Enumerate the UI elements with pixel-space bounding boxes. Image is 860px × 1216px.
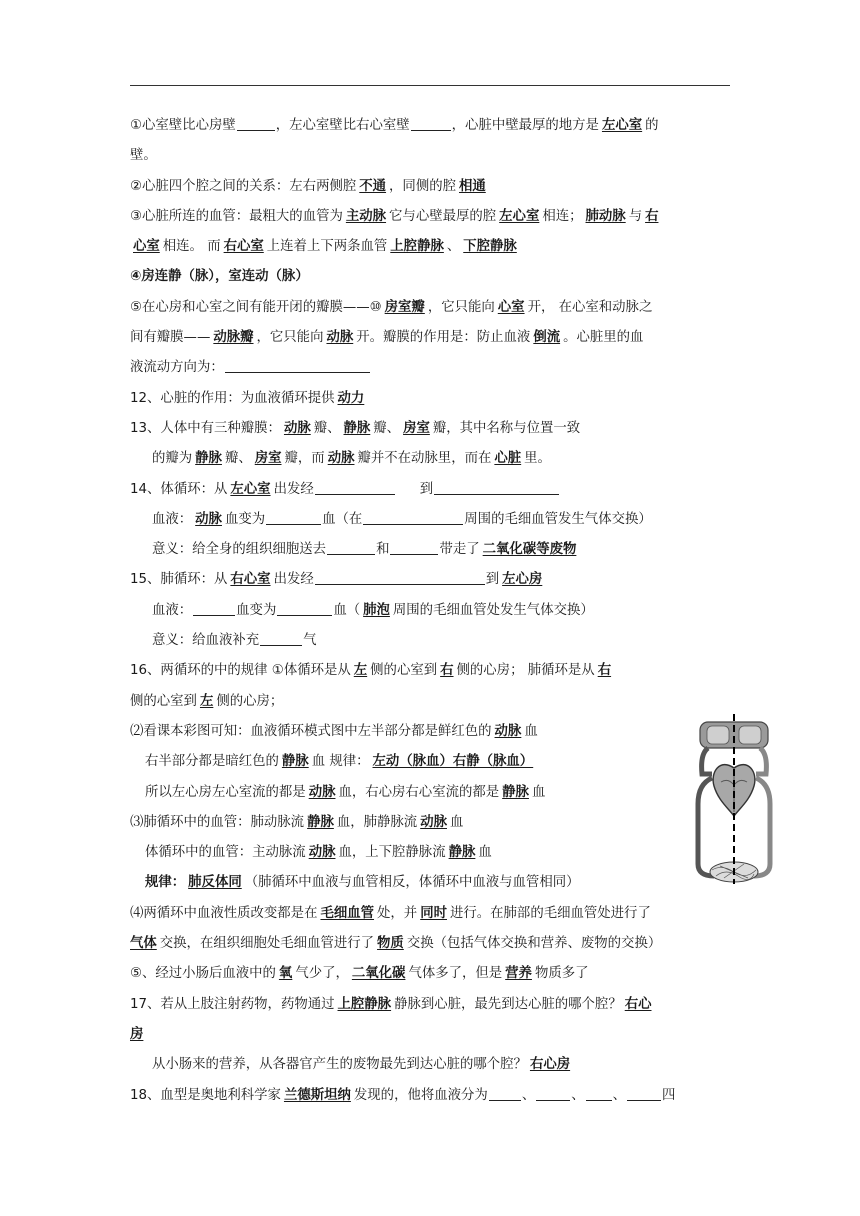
text-line: 14、体循环：从 左心室 出发经 到 (130, 475, 730, 505)
answer: 右 (597, 663, 612, 679)
answer: 倒流 (533, 330, 561, 346)
answer: 肺泡 (363, 602, 390, 618)
text-line: ④房连静（脉），室连动（脉） (130, 269, 309, 285)
text-line: ②心脏四个腔之间的关系：左右两侧腔 不通 ，同侧的腔 相通 (130, 172, 730, 202)
worksheet-body (130, 111, 730, 1111)
answer: 心室 (497, 299, 525, 315)
text-line: 体循环中的血管：主动脉流 动脉 血，上下腔静脉流 静脉 血 (145, 845, 492, 861)
answer: 静脉 (448, 845, 476, 861)
answer: 动脉 (308, 845, 336, 861)
text-line: ⑤在心房和心室之间有能开闭的瓣膜——⑩ 房室瓣 ，它只能向 心室 开， 在心室和动脉之 (130, 299, 653, 315)
answer: 营养 (505, 966, 532, 982)
answer: 心室 (133, 239, 160, 255)
text-line: 间有瓣膜—— 动脉瓣 ，它只能向 动脉 开。瓣膜的作用是：防止血液 倒流 。心脏里的血 (130, 330, 644, 346)
text-line: 右半部分都是暗红色的 静脉 血 规律： 左动（脉血）右静（脉血） (130, 747, 730, 777)
answer: 静脉 (281, 754, 309, 770)
text-line: 壁。 (130, 148, 157, 164)
answer: 同时 (420, 905, 447, 921)
text-line: 规律： 肺反体同 （肺循环中血液与血管相反，体循环中血液与血管相同） (145, 875, 580, 891)
text-line: ⑤、经过小肠后血液中的 氧 气少了， 二氧化碳 气体多了，但是 营养 物质多了 (130, 966, 589, 982)
answer-blank[interactable] (363, 511, 463, 525)
answer: 左心室 (499, 208, 540, 224)
text-line: 气体 交换，在组织细胞处毛细血管进行了 物质 交换（包括气体交换和营养、废物的交换） (130, 936, 662, 952)
answer: 肺动脉 (585, 208, 626, 224)
answer: 左 (199, 693, 214, 709)
text-line: ⑷两循环中血液性质改变都是在 毛细血管 处，并 同时 进行。在肺部的毛细血管处进行了 (130, 905, 651, 921)
text-line: 18、血型是奥地利科学家 兰德斯坦纳 发现的，他将血液分为 、 、 、 四 (130, 1087, 676, 1103)
text-line: ①心室壁比心房壁 ，左心室壁比右心室壁 ，心脏中壁最厚的地方是 左心室 的 (130, 118, 659, 133)
answer-blank[interactable] (237, 117, 275, 131)
answer: 右心室 (230, 572, 271, 588)
answer: 毛细血管 (320, 905, 375, 921)
circulation-diagram (694, 714, 774, 884)
answer: 静脉 (343, 420, 371, 436)
answer: 静脉 (195, 451, 222, 467)
answer-blank[interactable] (315, 481, 395, 495)
answer: 静脉 (502, 784, 529, 800)
text-line: 12、心脏的作用：为血液循环提供 动力 (130, 384, 730, 414)
answer: 氧 (278, 966, 293, 982)
answer-blank[interactable] (586, 1087, 612, 1101)
answer: 上腔静脉 (337, 996, 392, 1012)
answer: 动脉 (494, 723, 522, 739)
answer: 左 (353, 663, 368, 679)
answer-blank[interactable] (193, 602, 235, 616)
answer: 房室 (254, 451, 282, 467)
text-line: 血液： 动脉 血变为 血（在 周围的毛细血管发生气体交换） (152, 511, 652, 527)
answer: 右 (440, 663, 454, 679)
answer: 房室瓣 (384, 299, 425, 315)
text-line: 血液： 血变为 血（ 肺泡 周围的毛细血管处发生气体交换） (152, 602, 594, 618)
answer-blank[interactable] (434, 481, 559, 495)
answer: 静脉 (307, 814, 334, 830)
text-line: 所以左心房左心室流的都是 动脉 血，右心房右心室流的都是 静脉 血 (145, 784, 546, 800)
answer: 气体 (130, 936, 157, 952)
answer-blank[interactable] (277, 602, 332, 616)
answer: 右心 (624, 996, 652, 1012)
answer: 左心室 (601, 118, 643, 133)
header-rule (130, 85, 730, 86)
answer-blank[interactable] (260, 632, 302, 646)
answer: 动力 (337, 390, 365, 406)
answer-blank[interactable] (266, 511, 321, 525)
text-line: 13、人体中有三种瓣膜： 动脉 瓣、 静脉 瓣、 房室 瓣，其中名称与位置一致 (130, 420, 581, 436)
text-line: 17、若从上肢注射药物，药物通过 上腔静脉 静脉到心脏，最先到达心脏的哪个腔？ 右心 (130, 990, 730, 1020)
answer: 左心室 (230, 481, 271, 497)
answer: 房 (130, 1026, 144, 1042)
answer-blank[interactable] (390, 541, 438, 555)
text-line: 液流动方向为： (130, 353, 730, 383)
text-line: 心室 相连。 而 右心室 上连着上下两条血管 上腔静脉 、 下腔静脉 (130, 232, 730, 262)
answer: 左心房 (502, 572, 543, 588)
answer-blank[interactable] (411, 117, 451, 131)
answer: 动脉 (283, 420, 311, 436)
answer-blank[interactable] (315, 571, 485, 585)
text-line: ③心脏所连的血管：最粗大的血管为 主动脉 它与心壁最厚的腔 左心室 相连； 肺动脉 与 右 (130, 202, 730, 232)
answer: 肺反体同 (188, 875, 242, 891)
answer-blank[interactable] (536, 1087, 570, 1101)
answer: 动脉 (420, 814, 447, 830)
text-line: 从小肠来的营养，从各器官产生的废物最先到达心脏的哪个腔？ 右心房 (130, 1050, 730, 1080)
answer: 二氧化碳 (351, 966, 406, 982)
answer: 右 (645, 208, 659, 224)
answer: 主动脉 (345, 208, 387, 224)
text-line: 15、肺循环：从 右心室 出发经 到 左心房 (130, 565, 730, 595)
text-line: ⑵看课本彩图可知：血液循环模式图中左半部分都是鲜红色的 动脉 血 (130, 723, 538, 739)
answer-blank[interactable] (225, 359, 370, 373)
answer: 房室 (403, 420, 430, 436)
answer: 相通 (459, 178, 486, 194)
answer: 动脉瓣 (213, 330, 254, 346)
answer: 二氧化碳等废物 (482, 542, 577, 558)
text-line: 意义：给血液补充 气 (152, 633, 317, 649)
text-line: 的瓣为 静脉 瓣、 房室 瓣，而 动脉 瓣并不在动脉里，而在 心脏 里。 (152, 451, 551, 467)
text-line (130, 1020, 730, 1050)
answer: 下腔静脉 (463, 239, 517, 255)
answer-blank[interactable] (327, 541, 375, 555)
answer: 物质 (377, 936, 404, 952)
text-line: 16、两循环的中的规律 ①体循环是从 左 侧的心室到 右 侧的心房； 肺循环是从 右 (130, 656, 730, 686)
answer: 右心室 (223, 239, 264, 255)
answer: 右心房 (529, 1057, 571, 1073)
text-line: 侧的心室到 左 侧的心房； (130, 693, 284, 709)
answer: 动脉 (308, 784, 336, 800)
answer: 不通 (359, 178, 387, 194)
answer: 上腔静脉 (390, 239, 444, 255)
answer: 动脉 (327, 451, 355, 467)
text-line: ⑶肺循环中的血管：肺动脉流 静脉 血，肺静脉流 动脉 血 (130, 814, 464, 830)
answer: 兰德斯坦纳 (283, 1087, 351, 1103)
answer: 心脏 (494, 451, 522, 467)
answer-blank[interactable] (627, 1087, 661, 1101)
answer: 动脉 (195, 511, 222, 527)
answer: 动脉 (326, 330, 354, 346)
answer: 左动（脉血）右静（脉血） (372, 754, 534, 770)
answer-blank[interactable] (489, 1087, 521, 1101)
text-line: 意义：给全身的组织细胞送去 和 带走了 二氧化碳等废物 (130, 535, 730, 565)
